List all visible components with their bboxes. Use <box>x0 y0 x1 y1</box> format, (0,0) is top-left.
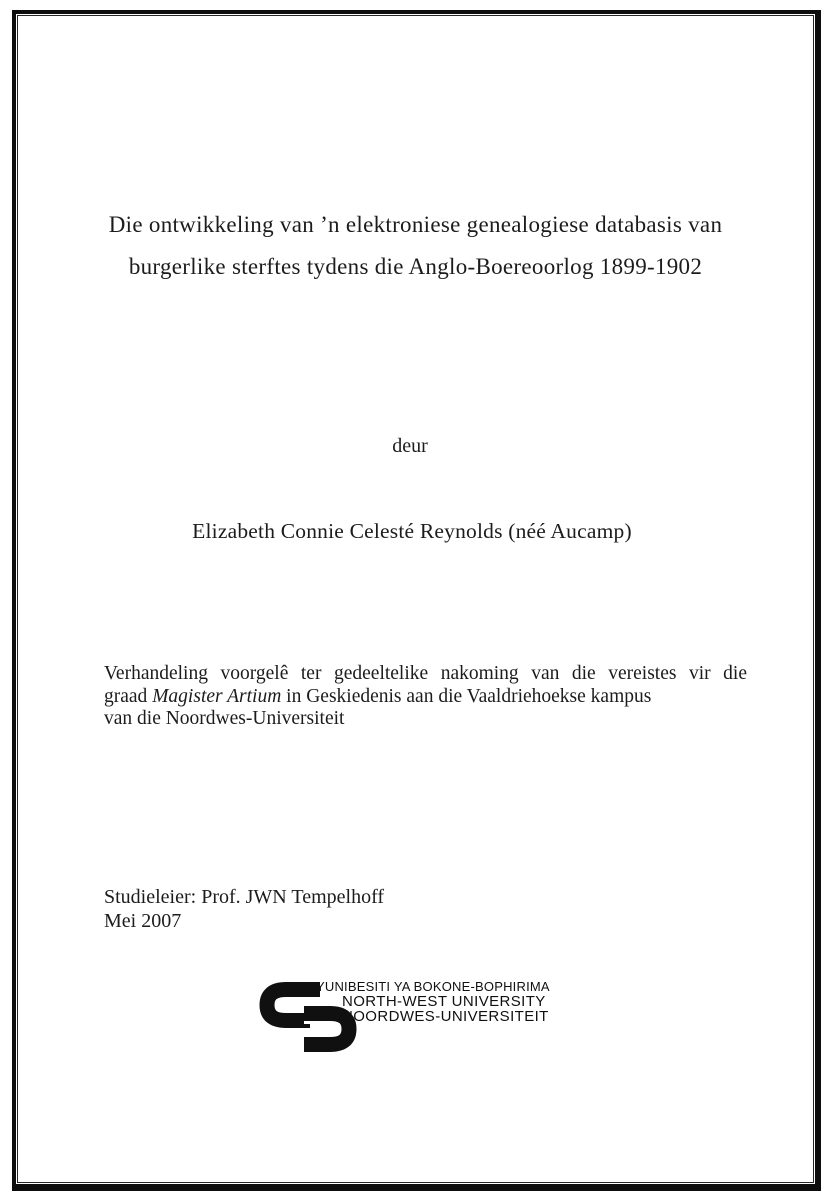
supervisor-block <box>104 886 384 933</box>
thesis-title-line-1: Die ontwikkeling van ’n elektroniese genealogiese databasis van <box>108 212 723 237</box>
author-name: Elizabeth Connie Celesté Reynolds (néé Aucamp) <box>192 519 632 543</box>
university-name-afrikaans: NOORDWES-UNIVERSITEIT <box>342 1008 549 1026</box>
university-name-setswana: YUNIBESITI YA BOKONE-BOPHIRIMA <box>316 979 550 994</box>
university-logo <box>257 976 577 1056</box>
degree-name-italic: Magister Artium <box>152 685 282 707</box>
thesis-title <box>40 204 791 288</box>
degree-statement <box>104 663 747 731</box>
date-line: Mei 2007 <box>104 909 182 932</box>
university-name-english: NORTH-WEST UNIVERSITY <box>342 993 546 1011</box>
degree-statement-line-2-suffix: in Geskiedenis aan die Vaaldriehoekse kampus <box>281 685 652 707</box>
byline-deur: deur <box>392 435 428 457</box>
degree-statement-line-2 <box>104 686 747 709</box>
degree-statement-line-3: van die Noordwes-Universiteit <box>104 708 345 730</box>
thesis-title-line-2: burgerlike sterftes tydens die Anglo-Boereoorlog 1899-1902 <box>128 254 703 279</box>
degree-statement-line-1: Verhandeling voorgelê ter gedeeltelike nakoming van die vereistes vir die <box>104 663 747 684</box>
university-logo-text <box>316 979 550 1025</box>
supervisor-line: Studieleier: Prof. JWN Tempelhoff <box>104 886 385 908</box>
degree-statement-line-2-prefix: graad <box>104 685 153 707</box>
